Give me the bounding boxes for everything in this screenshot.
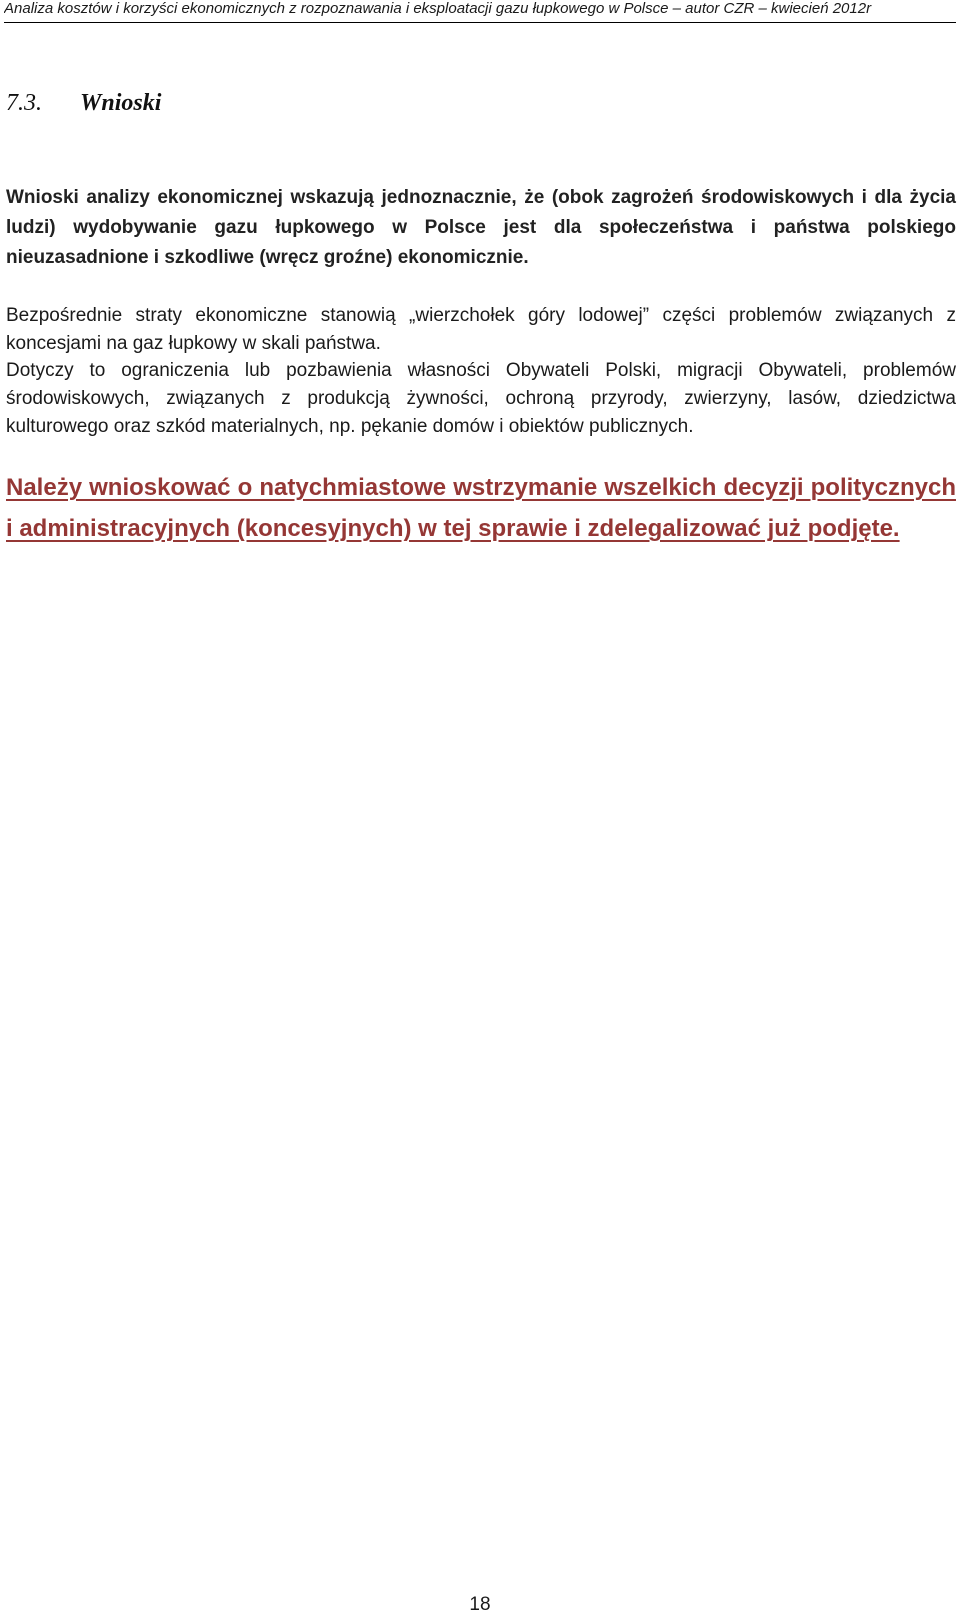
section-heading	[6, 88, 161, 118]
direct-losses-paragraph: Bezpośrednie straty ekonomiczne stanowią „wierzchołek góry lodowej” części problemów związanych z koncesjami na gaz łupkowy w skali państwa.	[6, 305, 956, 354]
summary-paragraph: Wnioski analizy ekonomicznej wskazują jednoznacznie, że (obok zagrożeń środowiskowych i dla życia ludzi) wydobywanie gazu łupkowego w Polsce jest dla społeczeństwa i państwa polskiego nieuzasadnione i szkodliwe (wręcz groźne) ekonomicznie.	[6, 187, 956, 268]
impact-paragraph: Dotyczy to ograniczenia lub pozbawienia własności Obywateli Polski, migracji Obywateli, problemów środowiskowych, związanych z produkcją żywności, ochroną przyrody, zwierzyny, lasów, dziedzictwa kulturowego oraz szkód materialnych, np. pękanie domów i obiektów publicznych.	[6, 360, 956, 437]
section-title: Wnioski	[80, 90, 162, 116]
conclusion-statement: Należy wnioskować o natychmiastowe wstrzymanie wszelkich decyzji politycznych i administracyjnych (koncesyjnych) w tej sprawie i zdelegalizować już podjęte.	[6, 474, 956, 542]
section-number: 7.3.	[6, 90, 42, 116]
page-number: 18	[469, 1594, 491, 1615]
running-header: Analiza kosztów i korzyści ekonomicznych z rozpoznawania i eksploatacji gazu łupkowego w Polsce – autor CZR – kwiecień 2012r	[4, 0, 956, 23]
